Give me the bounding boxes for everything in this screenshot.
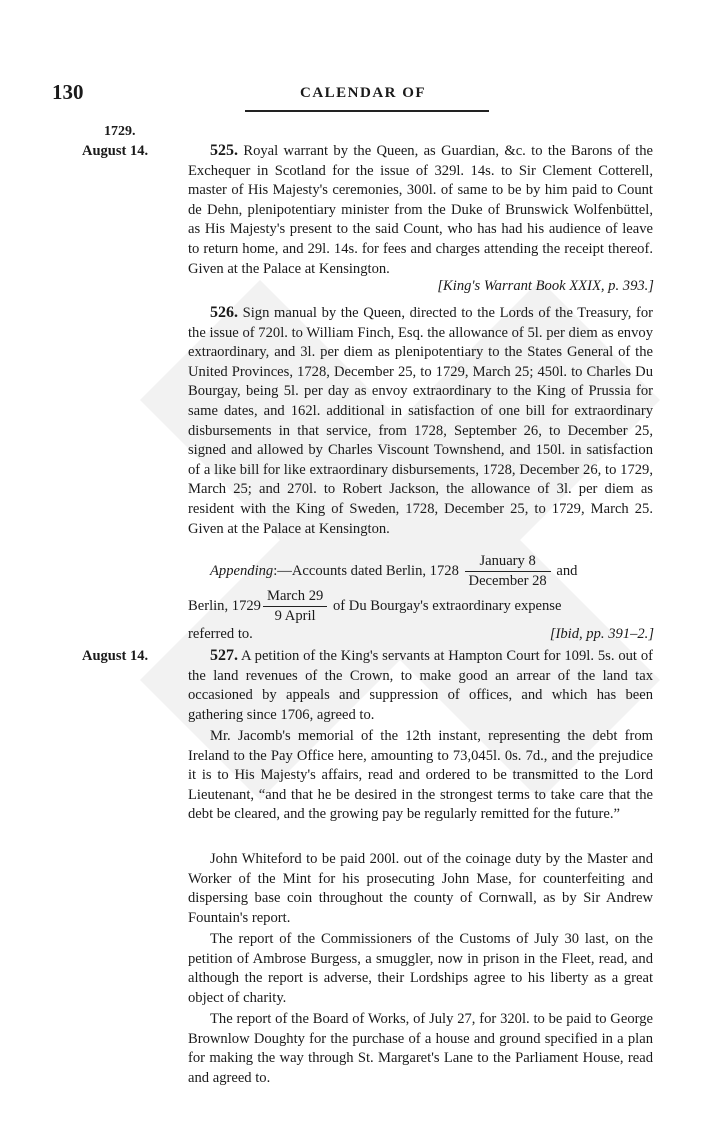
appending-label: Appending (210, 562, 274, 579)
fraction-1-top: January 8 (465, 553, 551, 572)
entry-527-para-4: The report of the Commissioners of the Customs of July 30 last, on the petition of Ambrose Burgess, a smuggler, now in prison in the Fleet, read, and although the report is adverse, their Lordships agree to his liberty as a great object of charity. (188, 931, 653, 1006)
entry-526 (188, 303, 653, 539)
entry-text-527: A petition of the King's servants at Hampton Court for 109l. 5s. out of the land revenues of the Crown, to make good an arrear of the land tax occasioned by appeals and suppression of offices, and which has been gathering since 1706, agreed to. (188, 648, 653, 723)
fraction-1-bottom: December 28 (468, 573, 547, 589)
entry-text-526: Sign manual by the Queen, directed to the Lords of the Treasury, for the issue of 720l. to William Finch, Esq. the allowance of 5l. per diem as envoy extraordinary, and 3l. per diem as plenipotentiary to the States General of the United Provinces, 1728, December 25, to 1729, March 25; 450l. to Charles Du Bourgay, being 5l. per day as envoy extraordinary to the King of Prussia for same dates, and 162l. additional in satisfaction of one bill for extraordinary disbursements in that service, from 1728, September 26, to December 25, signed and allowed by Charles Viscount Townshend, and 150l. in satisfaction of a like bill for like extraordinary disbursements, 1728, December 26, to 1729, March 25; and 270l. to Robert Jackson, the allowance of 3l. per diem as resident with the King of Sweden, 1728, December 25, to 1729, March 25. Given at the Palace at Kensington. (188, 305, 653, 537)
entry-number-526: 526. (210, 304, 238, 321)
header-rule (245, 110, 489, 112)
entry-527-para-5: The report of the Board of Works, of July 27, for 320l. to be paid to George Brownlow Doughty for the purchase of a house and ground specified in a plan for making the way through St. Margaret's Lane to the Parliament House, read and agreed to. (188, 1011, 653, 1086)
entry-527-para-3: John Whiteford to be paid 200l. out of the coinage duty by the Master and Worker of the Mint for his prosecuting John Mase, for counterfeiting and dispersing base coin throughout the county of Cornwall, as by Sir Andrew Fountain's report. (188, 851, 653, 926)
entry-text-525: Royal warrant by the Queen, as Guardian, &c. to the Barons of the Exchequer in Scotland for the issue of 329l. 14s. to Sir Clement Cotterell, master of His Majesty's ceremonies, 300l. of same to be by him paid to Count de Dehn, plenipotentiary minister from the Duke of Brunswick Wolfenbüttel, as His Majesty's present to the said Count, who has had his audience of leave to return home, and 29l. 14s. for fees and charges attending the receipt thereof. Given at the Palace at Kensington. (188, 143, 653, 277)
appending-text-3: of Du Bourgay's extraordinary expense (332, 597, 562, 614)
entry-number-525: 525. (210, 142, 238, 159)
appending-text-1: :—Accounts dated Berlin, 1728 (273, 562, 459, 579)
appending-line-1 (210, 553, 653, 590)
fraction-2-bottom: 9 April (274, 608, 316, 624)
appending-text-4: referred to. (188, 626, 253, 642)
entry-527-para-2: Mr. Jacomb's memorial of the 12th instant, representing the debt from Ireland to the Pay Office here, amounting to 73,045l. 0s. 7d., and the prejudice it is to His Majesty's affairs, read and ordered to be transmitted to the Lord Lieutenant, “and that he be desired in the strongest terms to take care that the debt be cleared, and the growing pay be regularly remitted for the future.” (188, 728, 653, 823)
page-number: 130 (52, 80, 84, 104)
running-head: CALENDAR OF (300, 85, 427, 101)
entry-number-527: 527. (210, 647, 238, 664)
source-526: [Ibid, pp. 391–2.] (549, 626, 654, 642)
date-fraction-2 (263, 588, 327, 625)
appending-and: and (556, 562, 578, 579)
margin-date-527: August 14. (82, 648, 149, 664)
source-525: [King's Warrant Book XXIX, p. 393.] (437, 278, 654, 294)
appending-line-2 (188, 588, 653, 625)
margin-date-525: August 14. (82, 143, 149, 159)
date-fraction-1 (465, 553, 551, 590)
entry-527 (188, 646, 653, 725)
entry-525 (188, 141, 653, 279)
appending-text-2: Berlin, 1729 (188, 597, 261, 614)
margin-year: 1729. (104, 124, 136, 139)
fraction-2-top: March 29 (263, 588, 327, 607)
